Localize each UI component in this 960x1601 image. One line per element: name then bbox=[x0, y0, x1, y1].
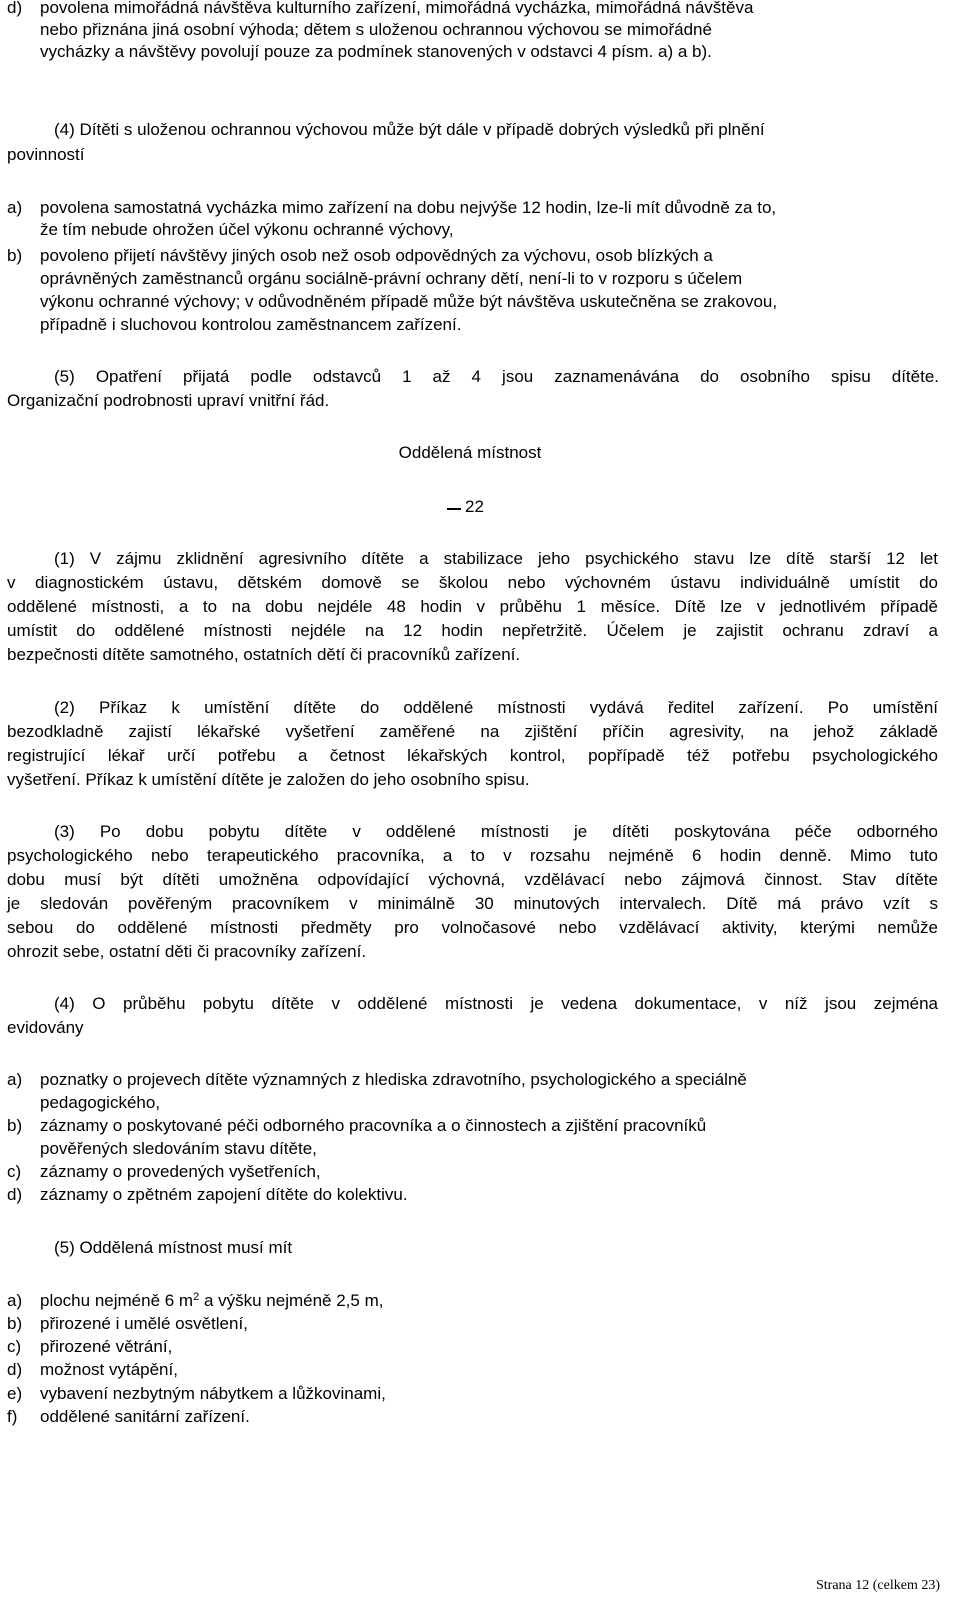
list-label: d) bbox=[7, 1360, 23, 1379]
list-item-line: přirozené i umělé osvětlení, bbox=[40, 1314, 248, 1333]
list-label: c) bbox=[7, 1162, 22, 1181]
paragraph-line: evidovány bbox=[7, 1018, 84, 1037]
list-label: e) bbox=[7, 1384, 23, 1403]
section-title: Oddělená místnost bbox=[398, 443, 542, 462]
list-item-line: pedagogického, bbox=[40, 1093, 161, 1112]
paragraph-line: dobu musí být dítěti umožněna odpovídající výchovná, vzdělávací nebo zájmová činnost. Stav dítěte bbox=[7, 870, 938, 889]
list-label: d) bbox=[7, 0, 23, 17]
paragraph-line: v diagnostickém ústavu, dětském domově se školou nebo výchovném ústavu individuálně umístit do bbox=[7, 573, 938, 592]
paragraph-line: ohrozit sebe, ostatní děti či pracovníky zařízení. bbox=[7, 942, 367, 961]
page-footer: Strana 12 (celkem 23) bbox=[815, 1578, 940, 1593]
list-item-line: záznamy o poskytované péči odborného pracovníka a o činnostech a zjištění pracovníků bbox=[40, 1116, 707, 1135]
text-line: povolena mimořádná návštěva kulturního zařízení, mimořádná vycházka, mimořádná návštěva bbox=[40, 0, 754, 17]
list-item-line: oprávněných zaměstnanců orgánu sociálně-právní ochrany dětí, není-li to v rozporu s účelem bbox=[40, 269, 743, 288]
text-line: nebo přiznána jiná osobní výhoda; dětem s uloženou ochrannou výchovou se mimořádné bbox=[40, 20, 712, 39]
paragraph-line: (1) V zájmu zklidnění agresivního dítěte a stabilizace jeho psychického stavu lze dítě starší 12 let bbox=[54, 549, 938, 568]
paragraph-line: (3) Po dobu pobytu dítěte v oddělené místnosti je dítěti poskytována péče odborného bbox=[54, 822, 938, 841]
list-label: d) bbox=[7, 1185, 23, 1204]
paragraph-line: povinností bbox=[7, 145, 85, 164]
section-number-text: 22 bbox=[465, 497, 484, 516]
section-number bbox=[447, 496, 484, 518]
paragraph-line: (5) Opatření přijatá podle odstavců 1 až 4 jsou zaznamenávána do osobního spisu dítěte. bbox=[54, 367, 939, 386]
paragraph-line: umístit do oddělené místnosti nejdéle na 12 hodin nepřetržitě. Účelem je zajistit ochranu zdraví a bbox=[7, 621, 938, 640]
superscript: 2 bbox=[193, 1291, 200, 1303]
list-item-line: pověřených sledováním stavu dítěte, bbox=[40, 1139, 317, 1158]
list-item-line: výkonu ochranné výchovy; v odůvodněném případě může být návštěva uskutečněna se zrakovou, bbox=[40, 292, 778, 311]
paragraph-line: bezpečnosti dítěte samotného, ostatních dětí či pracovníků zařízení. bbox=[7, 645, 521, 664]
paragraph-line: (4) O průběhu pobytu dítěte v oddělené místnosti je vedena dokumentace, v níž jsou zejména bbox=[54, 994, 938, 1013]
list-label: b) bbox=[7, 1116, 23, 1135]
list-label: c) bbox=[7, 1337, 22, 1356]
list-item-text: plochu nejméně 6 m bbox=[40, 1291, 194, 1310]
list-item-line: povolena samostatná vycházka mimo zařízení na dobu nejvýše 12 hodin, lze-li mít důvodně za to, bbox=[40, 198, 777, 217]
list-item-line: případně i sluchovou kontrolou zaměstnancem zařízení. bbox=[40, 315, 462, 334]
list-item-line: záznamy o provedených vyšetřeních, bbox=[40, 1162, 321, 1181]
text-line: vycházky a návštěvy povolují pouze za podmínek stanovených v odstavci 4 písm. a) a b). bbox=[40, 42, 712, 61]
list-label: a) bbox=[7, 198, 23, 217]
paragraph-line: sebou do oddělené místnosti předměty pro volnočasové nebo vzdělávací aktivity, kterými nemůže bbox=[7, 918, 938, 937]
list-label: b) bbox=[7, 246, 23, 265]
paragraph-line: (4) Dítěti s uloženou ochrannou výchovou může být dále v případě dobrých výsledků při plnění bbox=[54, 120, 765, 139]
list-item-line: poznatky o projevech dítěte významných z hlediska zdravotního, psychologického a speciálně bbox=[40, 1070, 747, 1089]
list-label: a) bbox=[7, 1291, 23, 1310]
paragraph-line: oddělené místnosti, a to na dobu nejdéle 48 hodin v průběhu 1 měsíce. Dítě lze v jednotlivém případě bbox=[7, 597, 938, 616]
paragraph-line: Organizační podrobnosti upraví vnitřní řád. bbox=[7, 391, 330, 410]
list-item-line: oddělené sanitární zařízení. bbox=[40, 1407, 250, 1426]
list-item-text: a výšku nejméně 2,5 m, bbox=[199, 1291, 384, 1310]
paragraph-line: vyšetření. Příkaz k umístění dítěte je založen do jeho osobního spisu. bbox=[7, 770, 530, 789]
section-mark-icon bbox=[447, 505, 461, 510]
list-item-line: vybavení nezbytným nábytkem a lůžkovinami, bbox=[40, 1384, 386, 1403]
paragraph-line: (2) Příkaz k umístění dítěte do oddělené místnosti vydává ředitel zařízení. Po umístění bbox=[54, 698, 938, 717]
list-item-line: možnost vytápění, bbox=[40, 1360, 178, 1379]
list-label: f) bbox=[7, 1407, 18, 1426]
list-item-line: povoleno přijetí návštěvy jiných osob než osob odpovědných za výchovu, osob blízkých a bbox=[40, 246, 713, 265]
list-label: b) bbox=[7, 1314, 23, 1333]
paragraph-line: psychologického nebo terapeutického pracovníka, a to v rozsahu nejméně 6 hodin denně. Mimo tuto bbox=[7, 846, 938, 865]
list-label: a) bbox=[7, 1070, 23, 1089]
paragraph-line: je sledován pověřeným pracovníkem v minimálně 30 minutových intervalech. Dítě má právo vzít s bbox=[7, 894, 938, 913]
paragraph-line: bezodkladně zajistí lékařské vyšetření zaměřené na zjištění příčin agresivity, na jehož základě bbox=[7, 722, 938, 741]
list-item-line bbox=[40, 1290, 383, 1312]
list-item-line: záznamy o zpětném zapojení dítěte do kolektivu. bbox=[40, 1185, 408, 1204]
paragraph-line: registrující lékař určí potřebu a četnost lékařských kontrol, popřípadě též potřebu psychologického bbox=[7, 746, 938, 765]
list-item-line: přirozené větrání, bbox=[40, 1337, 173, 1356]
list-item-line: že tím nebude ohrožen účel výkonu ochranné výchovy, bbox=[40, 220, 454, 239]
paragraph-line: (5) Oddělená místnost musí mít bbox=[54, 1238, 293, 1257]
